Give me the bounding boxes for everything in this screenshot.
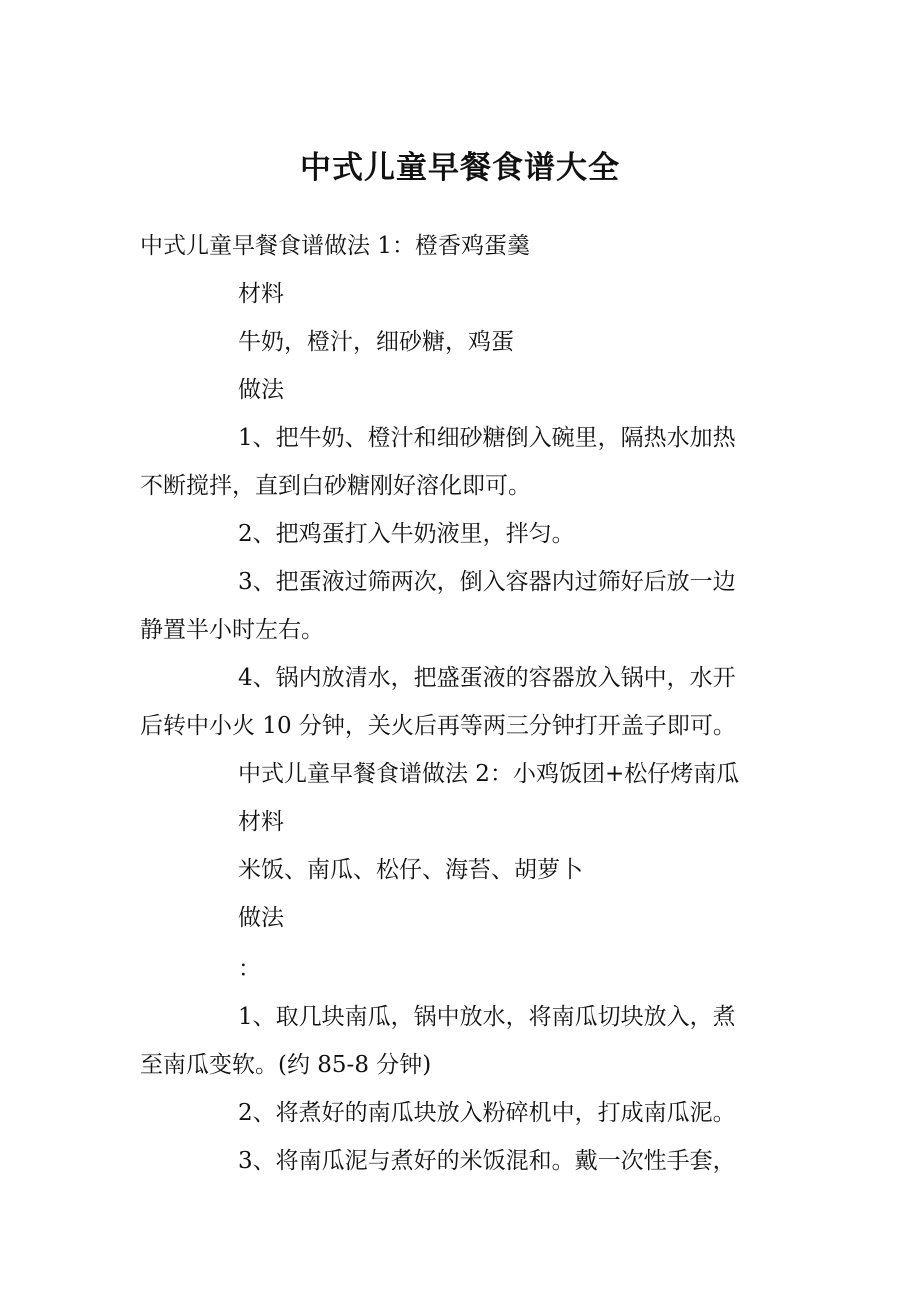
recipe-1-materials: 牛奶，橙汁，细砂糖，鸡蛋 bbox=[238, 329, 514, 355]
recipe-2-materials: 米饭、南瓜、松仔、海苔、胡萝卜 bbox=[238, 857, 583, 883]
recipe-2-materials-heading: 材料 bbox=[238, 809, 284, 835]
document-title: 中式儿童早餐食谱大全 bbox=[300, 150, 620, 186]
recipe-2-method-heading: 做法 bbox=[238, 905, 284, 931]
recipe-1-materials-heading: 材料 bbox=[238, 281, 284, 307]
recipe-1-method-heading: 做法 bbox=[238, 377, 284, 403]
recipe-1-step-1-cont: 不断搅拌，直到白砂糖刚好溶化即可。 bbox=[140, 473, 531, 499]
recipe-2-step-2: 2、将煮好的南瓜块放入粉碎机中，打成南瓜泥。 bbox=[238, 1100, 736, 1126]
recipe-1-step-2: 2、把鸡蛋打入牛奶液里，拌匀。 bbox=[238, 521, 575, 547]
recipe-1-step-3: 3、把蛋液过筛两次，倒入容器内过筛好后放一边 bbox=[238, 569, 736, 595]
recipe-1-step-4: 4、锅内放清水，把盛蛋液的容器放入锅中，水开 bbox=[238, 665, 736, 691]
recipe-1-step-3-cont: 静置半小时左右。 bbox=[140, 617, 324, 643]
recipe-2-step-3: 3、将南瓜泥与煮好的米饭混和。戴一次性手套， bbox=[238, 1148, 736, 1174]
recipe-1-step-4-cont: 后转中小火 10 分钟，关火后再等两三分钟打开盖子即可。 bbox=[140, 713, 736, 739]
recipe-2-heading: 中式儿童早餐食谱做法 2：小鸡饭团+松仔烤南瓜 bbox=[238, 761, 740, 787]
recipe-2-step-1-cont: 至南瓜变软。(约 85-8 分钟) bbox=[140, 1052, 432, 1078]
recipe-2-step-1: 1、取几块南瓜，锅中放水，将南瓜切块放入，煮 bbox=[238, 1004, 736, 1030]
recipe-2-colon: ： bbox=[238, 956, 261, 982]
recipe-1-heading: 中式儿童早餐食谱做法 1：橙香鸡蛋羹 bbox=[140, 233, 530, 259]
recipe-1-step-1: 1、把牛奶、橙汁和细砂糖倒入碗里，隔热水加热 bbox=[238, 425, 736, 451]
